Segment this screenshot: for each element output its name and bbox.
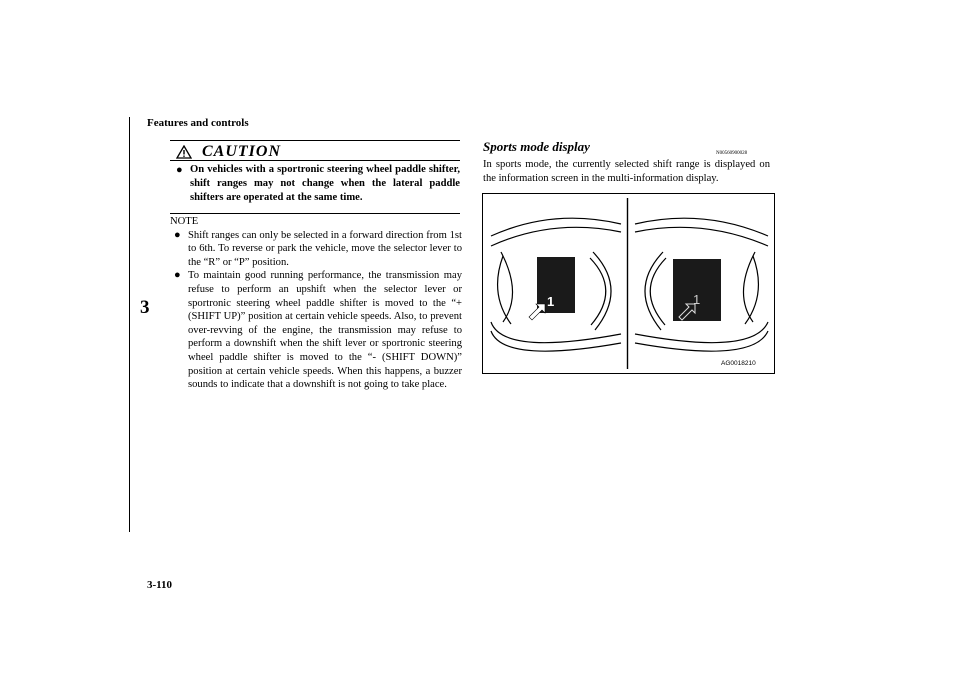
caution-divider [170,160,460,161]
caution-title: CAUTION [202,143,282,160]
caution-item-text: On vehicles with a sportronic steering wheel paddle shifter, shift ranges may not change when the lateral paddle shifters are operated at the same time. [190,164,460,203]
right-display-panel [673,259,721,321]
bullet-icon: ● [176,164,183,176]
right-range-digit: 1 [693,292,701,307]
left-display-panel [529,257,575,320]
note-label: NOTE [170,216,199,227]
page-number: 3-110 [147,579,173,591]
left-range-digit: 1 [547,294,555,309]
note-item-text: Shift ranges can only be selected in a forward direction from 1st to 6th. To reverse or park the vehicle, move the selector lever to the “R” or “P” position. [188,229,462,268]
caution-header [176,143,281,161]
section-code: N00560900028 [716,151,748,156]
section-paragraph: In sports mode, the currently selected shift range is displayed on the information screen in the multi-information display. [483,159,770,184]
note-item [174,229,462,270]
figure-code: AG0018210 [721,360,756,367]
instrument-cluster-illustration [483,194,774,373]
bullet-icon: ● [174,269,181,282]
sports-mode-figure [482,193,775,374]
warning-triangle-icon [176,145,192,159]
section-title: Sports mode display [483,139,590,154]
chapter-sidebar-line [129,117,130,532]
caution-box [170,140,460,214]
note-item [174,269,462,391]
note-block [170,215,462,392]
note-item-text: To maintain good running performance, the transmission may refuse to perform an upshift when the selector lever or sportronic steering wheel paddle shifter is moved to the “+ (SHIFT UP)” position at certain vehicle speeds. Also, to prevent over-revving of the engine, the transmission may refuse to perform a downshift when the shift lever or sportronic steering wheel paddle shifter is moved to the “- (SHIFT DOWN)” position at certain vehicle speeds. When this happens, a buzzer sounds to indicate that a downshift is not going to take place. [188,270,462,391]
bullet-icon: ● [174,228,181,241]
chapter-tab-number: 3 [140,297,150,318]
running-header: Features and controls [147,117,249,129]
caution-item [176,163,460,205]
